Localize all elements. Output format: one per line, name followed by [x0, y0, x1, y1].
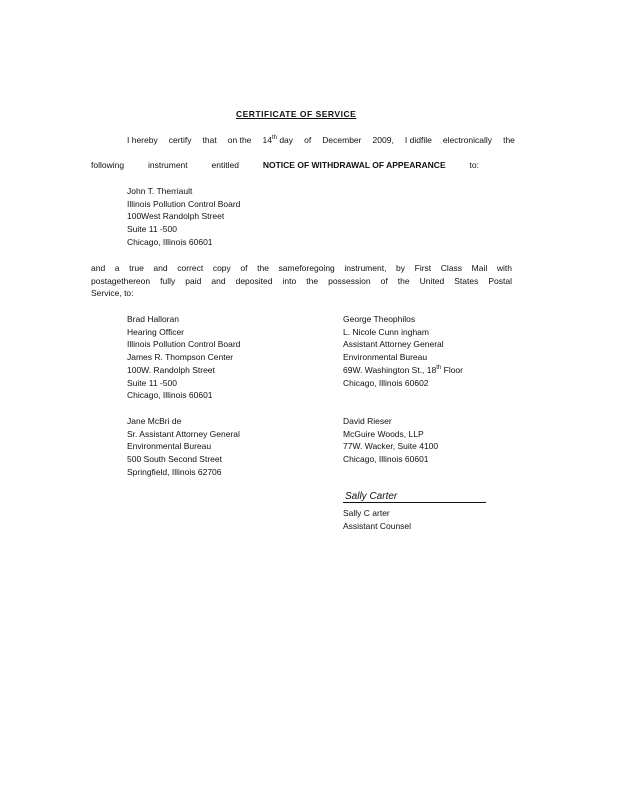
recipient-city: Chicago, Illinois 60602: [343, 377, 429, 388]
signature-line: [343, 502, 486, 503]
recipient-title: Assistant Attorney General: [343, 339, 444, 350]
recipient-name: Brad Halloran: [127, 314, 179, 324]
recipient-name: Jane McBri de: [127, 416, 182, 426]
certify-line-2: [91, 160, 479, 170]
recipient-name: L. Nicole Cunn ingham: [343, 326, 429, 337]
text-segment: electronically: [442, 135, 493, 145]
recipient-block: [127, 415, 240, 479]
recipient-primary: [127, 185, 240, 249]
text-segment: that: [202, 135, 217, 145]
paragraph-line: Service, to:: [91, 288, 134, 299]
signature-block: [343, 507, 411, 532]
text-segment: 2009,: [372, 135, 394, 145]
text-segment: certify: [168, 135, 192, 145]
text-segment: on the: [227, 135, 252, 145]
recipient-title: Sr. Assistant Attorney General: [127, 428, 240, 439]
recipient-name: John T. Therriault: [127, 186, 193, 196]
document-notice-title: NOTICE OF WITHDRAWAL OF APPEARANCE: [262, 160, 446, 170]
date-day: 14th day: [262, 135, 294, 145]
signature-script: Sally Carter: [345, 491, 398, 502]
paragraph-line: and a true and correct copy of the sameforegoing instrument, by First Class Mail with: [91, 263, 512, 273]
recipient-building: James R. Thompson Center: [127, 352, 234, 363]
paragraph-line: postagethereon fully paid and deposited into the possession of the United States Postal: [91, 275, 512, 286]
recipient-city: Chicago, Illinois 60601: [127, 390, 213, 401]
text-segment: I hereby: [127, 135, 158, 145]
text-segment: the: [503, 135, 515, 145]
recipient-block: [343, 313, 463, 389]
text-segment: of: [304, 135, 312, 145]
text-segment: I didfile: [404, 135, 432, 145]
recipient-org: Environmental Bureau: [127, 441, 212, 452]
recipient-city: Springfield, Illinois 62706: [127, 466, 222, 477]
recipient-org: Environmental Bureau: [343, 352, 428, 363]
recipient-org: Illinois Pollution Control Board: [127, 198, 241, 209]
recipient-firm: McGuire Woods, LLP: [343, 428, 424, 439]
recipient-suite: Suite 11 -500: [127, 377, 177, 388]
recipient-block: [343, 415, 438, 466]
recipient-street: 100West Randolph Street: [127, 211, 225, 222]
recipient-suite: Suite 11 -500: [127, 224, 177, 235]
mail-paragraph: [91, 262, 512, 300]
text-segment: entitled: [211, 160, 239, 170]
text-segment: December: [322, 135, 362, 145]
recipient-street: 500 South Second Street: [127, 454, 222, 465]
recipient-org: Illinois Pollution Control Board: [127, 339, 241, 350]
signer-role: Assistant Counsel: [343, 520, 412, 531]
text-segment: to:: [469, 160, 479, 170]
text-segment: instrument: [147, 160, 188, 170]
recipient-street: 77W. Wacker, Suite 4100: [343, 441, 439, 452]
recipient-city: Chicago, Illinois 60601: [343, 454, 429, 465]
text-segment: following: [91, 160, 125, 170]
recipient-name: David Rieser: [343, 416, 392, 426]
certify-line-1: [127, 135, 515, 145]
recipient-street: 69W. Washington St., 18th Floor: [343, 364, 463, 375]
document-title: CERTIFICATE OF SERVICE: [236, 109, 357, 119]
signer-name: Sally C arter: [343, 508, 390, 518]
recipient-street: 100W. Randolph Street: [127, 364, 215, 375]
recipient-title: Hearing Officer: [127, 326, 185, 337]
recipient-city: Chicago, Illinois 60601: [127, 236, 213, 247]
recipient-block: [127, 313, 240, 402]
recipient-name: George Theophilos: [343, 314, 416, 324]
